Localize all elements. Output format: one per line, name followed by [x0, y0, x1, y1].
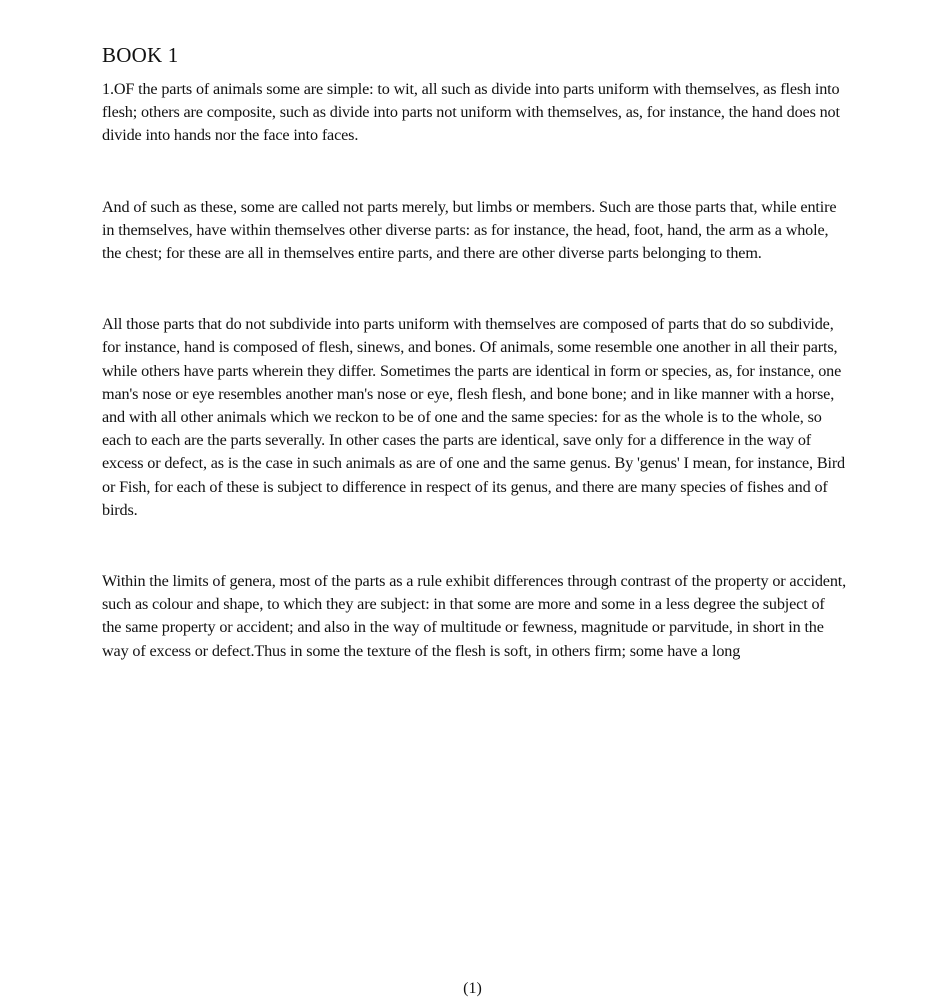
page-number: (1) [463, 980, 482, 997]
paragraph-3: All those parts that do not subdivide into parts uniform with themselves are composed of parts that do so subdivide, for instance, hand is composed of flesh, sinews, and bones. Of animals, some resemble one another in all their parts, while others have parts wherein they differ. Sometimes the parts are identical in form or species, as, for instance, one man's nose or eye resembles another man's nose or eye, flesh flesh, and bone bone; and in like manner with a horse, and with all other animals which we reckon to be of one and the same species: for as the whole is to the whole, so each to each are the parts severally. In other cases the parts are identical, save only for a difference in the way of excess or defect, as is the case in such animals as are of one and the same genus. By 'genus' I mean, for instance, Bird or Fish, for each of these is subject to difference in respect of its genus, and there are many species of fishes and of birds. [102, 315, 846, 519]
document-page [102, 40, 847, 663]
paragraph-1: 1.OF the parts of animals some are simple: to wit, all such as divide into parts uniform with themselves, as flesh into flesh; others are composite, such as divide into parts not uniform with themselves, as, for instance, the hand does not divide into hands nor the face into faces. [102, 80, 840, 145]
paragraph-4: Within the limits of genera, most of the parts as a rule exhibit differences through contrast of the property or accident, such as colour and shape, to which they are subject: in that some are more and some in a less degree the subject of the same property or accident; and also in the way of multitude or fewness, magnitude or parvitude, in short in the way of excess or defect.Thus in some the texture of the flesh is soft, in others firm; some have a long [102, 572, 847, 660]
paragraph-2: And of such as these, some are called not parts merely, but limbs or members. Such are those parts that, while entire in themselves, have within themselves other diverse parts: as for instance, the head, foot, hand, the arm as a whole, the chest; for these are all in themselves entire parts, and there are other diverse parts belonging to them. [102, 197, 837, 263]
book-heading: BOOK 1 [102, 43, 179, 67]
